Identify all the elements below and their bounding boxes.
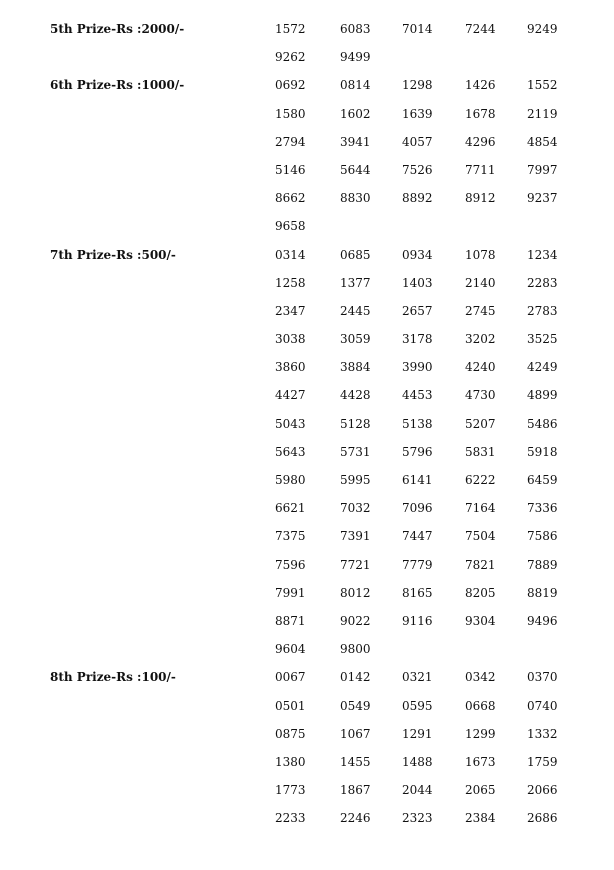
winning-number: 5731 [340,444,371,459]
winning-number: 4427 [275,388,306,403]
winning-number: 1639 [402,106,433,121]
prize-section [0,15,614,71]
winning-number: 2323 [402,811,433,826]
winning-number: 2065 [465,783,496,798]
winning-number: 0067 [275,670,306,685]
winning-number: 9116 [402,613,433,628]
winning-number: 7779 [402,557,433,572]
winning-number: 0685 [340,247,371,262]
winning-number: 7096 [402,501,433,516]
winning-number: 7586 [527,529,558,544]
winning-number: 3178 [402,332,433,347]
number-row [0,551,614,579]
winning-number: 0668 [465,698,496,713]
number-row [0,71,614,99]
number-row [0,776,614,804]
winning-number: 2657 [402,303,433,318]
winning-number: 5138 [402,416,433,431]
winning-number: 5486 [527,416,558,431]
prize-label: 7th Prize-Rs :500/- [50,247,176,262]
winning-number: 4899 [527,388,558,403]
winning-number: 5128 [340,416,371,431]
winning-number: 0321 [402,670,433,685]
number-row [0,353,614,381]
winning-number: 5146 [275,162,306,177]
winning-number: 2233 [275,811,306,826]
winning-number: 8892 [402,191,433,206]
winning-number: 7244 [465,22,496,36]
prize-section [0,241,614,664]
winning-number: 9022 [340,613,371,628]
number-row [0,156,614,184]
number-row [0,579,614,607]
winning-number: 9249 [527,22,558,36]
number-row [0,241,614,269]
winning-number: 9499 [340,50,371,65]
winning-number: 5995 [340,473,371,487]
winning-number: 7991 [275,585,306,600]
winning-number: 7014 [402,22,433,36]
winning-number: 1078 [465,247,496,262]
winning-number: 1759 [527,754,558,769]
number-row [0,184,614,212]
number-row [0,100,614,128]
number-row [0,748,614,776]
winning-number: 0142 [340,670,371,685]
winning-number: 0501 [275,698,306,713]
winning-number: 9800 [340,642,371,657]
winning-number: 2745 [465,303,496,318]
winning-number: 1299 [465,726,496,741]
prize-section [0,663,614,832]
number-row [0,297,614,325]
winning-number: 5043 [275,416,306,431]
winning-number: 2066 [527,783,558,798]
winning-number: 3860 [275,360,306,375]
number-row [0,522,614,550]
winning-number: 0370 [527,670,558,685]
winning-number: 3941 [340,134,371,149]
winning-number: 8662 [275,191,306,206]
winning-number: 7447 [402,529,433,544]
winning-number: 8819 [527,585,558,600]
winning-number: 2283 [527,275,558,290]
number-row [0,804,614,832]
winning-number: 9262 [275,50,306,65]
winning-number: 2140 [465,275,496,290]
winning-number: 7375 [275,529,306,544]
winning-number: 9304 [465,613,496,628]
winning-number: 4854 [527,134,558,149]
winning-number: 3525 [527,332,558,347]
winning-number: 5207 [465,416,496,431]
winning-number: 8871 [275,613,306,628]
winning-number: 0814 [340,78,371,93]
winning-number: 1773 [275,783,306,798]
winning-number: 1377 [340,275,371,290]
winning-number: 2686 [527,811,558,826]
lottery-results [0,15,614,832]
winning-number: 2119 [527,106,558,121]
winning-number: 2384 [465,811,496,826]
winning-number: 0595 [402,698,433,713]
winning-number: 1426 [465,78,496,93]
number-row [0,466,614,494]
winning-number: 1867 [340,783,371,798]
winning-number: 8912 [465,191,496,206]
winning-number: 6141 [402,473,433,487]
prize-label: 6th Prize-Rs :1000/- [50,78,185,93]
winning-number: 1488 [402,754,433,769]
winning-number: 9604 [275,642,306,657]
number-row [0,692,614,720]
number-row [0,720,614,748]
winning-number: 5918 [527,444,558,459]
winning-number: 0934 [402,247,433,262]
winning-number: 9496 [527,613,558,628]
winning-number: 1298 [402,78,433,93]
winning-number: 7336 [527,501,558,516]
winning-number: 2347 [275,303,306,318]
winning-number: 6459 [527,473,558,487]
winning-number: 2246 [340,811,371,826]
number-row [0,607,614,635]
winning-number: 4453 [402,388,433,403]
winning-number: 5644 [340,162,371,177]
winning-number: 1552 [527,78,558,93]
number-row [0,128,614,156]
winning-number: 8165 [402,585,433,600]
winning-number: 1455 [340,754,371,769]
winning-number: 1332 [527,726,558,741]
number-row [0,212,614,240]
winning-number: 7721 [340,557,371,572]
winning-number: 5831 [465,444,496,459]
winning-number: 3202 [465,332,496,347]
winning-number: 1572 [275,22,306,36]
winning-number: 8830 [340,191,371,206]
winning-number: 7391 [340,529,371,544]
winning-number: 2794 [275,134,306,149]
winning-number: 0549 [340,698,371,713]
winning-number: 7504 [465,529,496,544]
winning-number: 1602 [340,106,371,121]
winning-number: 1291 [402,726,433,741]
winning-number: 1673 [465,754,496,769]
prize-section [0,71,614,240]
number-row [0,635,614,663]
winning-number: 7889 [527,557,558,572]
winning-number: 2445 [340,303,371,318]
winning-number: 7164 [465,501,496,516]
winning-number: 7032 [340,501,371,516]
winning-number: 7821 [465,557,496,572]
winning-number: 7711 [465,162,496,177]
winning-number: 4428 [340,388,371,403]
number-row [0,438,614,466]
winning-number: 5643 [275,444,306,459]
number-row [0,663,614,691]
prize-label: 8th Prize-Rs :100/- [50,670,176,685]
winning-number: 9237 [527,191,558,206]
winning-number: 0740 [527,698,558,713]
winning-number: 4296 [465,134,496,149]
winning-number: 1234 [527,247,558,262]
winning-number: 4057 [402,134,433,149]
winning-number: 2783 [527,303,558,318]
winning-number: 5796 [402,444,433,459]
winning-number: 0342 [465,670,496,685]
winning-number: 6222 [465,473,496,487]
number-row [0,410,614,438]
winning-number: 3884 [340,360,371,375]
winning-number: 5980 [275,473,306,487]
winning-number: 2044 [402,783,433,798]
winning-number: 4249 [527,360,558,375]
winning-number: 4730 [465,388,496,403]
winning-number: 6083 [340,22,371,36]
winning-number: 8205 [465,585,496,600]
winning-number: 0875 [275,726,306,741]
number-row [0,494,614,522]
winning-number: 4240 [465,360,496,375]
winning-number: 6621 [275,501,306,516]
winning-number: 1067 [340,726,371,741]
winning-number: 7997 [527,162,558,177]
winning-number: 7596 [275,557,306,572]
winning-number: 0692 [275,78,306,93]
winning-number: 0314 [275,247,306,262]
winning-number: 7526 [402,162,433,177]
winning-number: 1403 [402,275,433,290]
number-row [0,325,614,353]
winning-number: 3059 [340,332,371,347]
winning-number: 1258 [275,275,306,290]
winning-number: 8012 [340,585,371,600]
prize-label: 5th Prize-Rs :2000/- [50,22,185,36]
winning-number: 3038 [275,332,306,347]
winning-number: 9658 [275,219,306,234]
number-row [0,43,614,71]
number-row [0,269,614,297]
winning-number: 3990 [402,360,433,375]
winning-number: 1678 [465,106,496,121]
number-row [0,381,614,409]
winning-number: 1580 [275,106,306,121]
winning-number: 1380 [275,754,306,769]
number-row [0,15,614,43]
